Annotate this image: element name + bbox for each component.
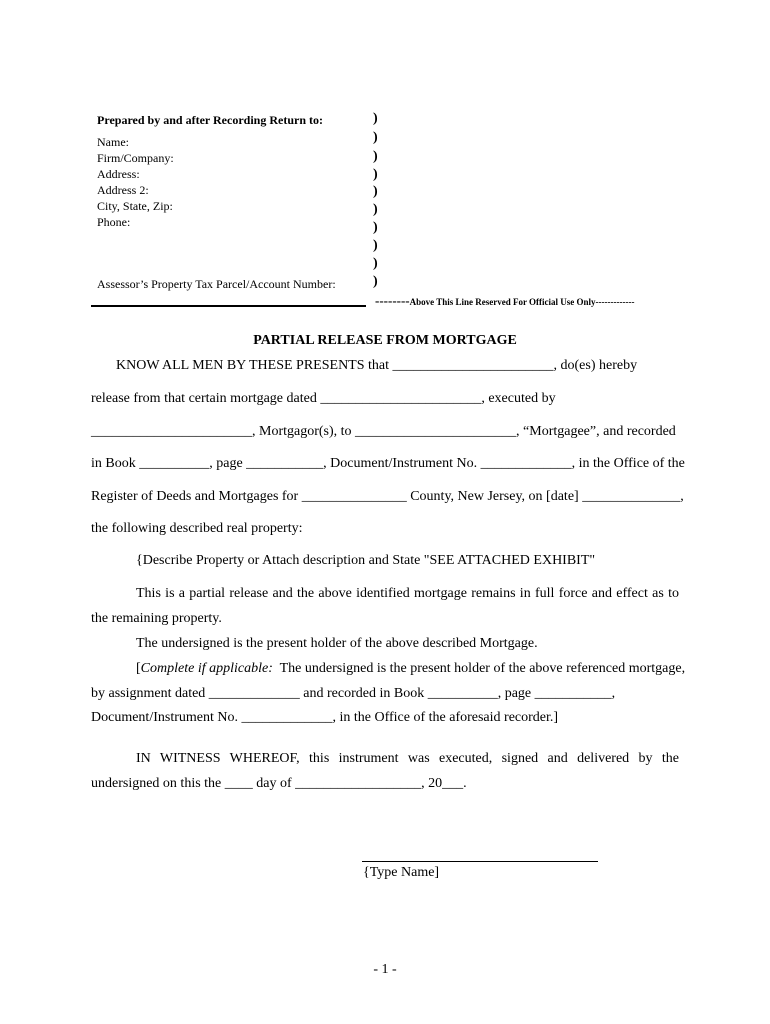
body-line-1: KNOW ALL MEN BY THESE PRESENTS that _______________________, do(es) hereby [116,358,638,373]
complete-if-applicable-line [136,661,685,677]
bracket-paren: ) [373,256,378,271]
official-use-label: Above This Line Reserved For Official Use Only------------- [409,297,635,307]
name-field-label: Name: [97,135,129,149]
body-line-4: in Book __________, page ___________, Document/Instrument No. _____________, in the Office of the [91,456,685,471]
firm-field-label: Firm/Company: [97,151,174,165]
body-line-6: the following described real property: [91,521,303,536]
body-line-5: Register of Deeds and Mortgages for _______________ County, New Jersey, on [date] ______________, [91,489,684,504]
bracket-paren: ) [373,238,378,253]
phone-field-label: Phone: [97,215,131,229]
bracket-paren: ) [373,167,378,182]
complete-if-applicable-text: The undersigned is the present holder of the above referenced mortgage, [272,661,686,676]
bracket-paren: ) [373,149,378,164]
type-name-placeholder: {Type Name] [363,865,440,880]
bracket-paren: ) [373,111,378,126]
bracket-paren: ) [373,202,378,217]
page-number: - 1 - [373,962,397,977]
witness-line-2: undersigned on this the ____ day of __________________, 20___. [91,776,467,791]
header-rule [91,305,366,307]
prepared-by-label: Prepared by and after Recording Return to: [97,113,323,127]
address2-field-label: Address 2: [97,183,149,197]
bracket-paren: ) [373,130,378,145]
address-field-label: Address: [97,167,140,181]
document-number-line: Document/Instrument No. _____________, in the Office of the aforesaid recorder.] [91,710,559,725]
holder-statement: The undersigned is the present holder of the above described Mortgage. [136,636,538,651]
bracket-paren: ) [373,184,378,199]
bracket-paren: ) [373,274,378,289]
document-title: PARTIAL RELEASE FROM MORTGAGE [253,333,517,348]
bracket-paren: ) [373,220,378,235]
signature-line [362,861,598,862]
describe-property-instruction: {Describe Property or Attach description and State "SEE ATTACHED EXHIBIT" [136,553,596,568]
assignment-line: by assignment dated _____________ and recorded in Book __________, page ___________, [91,686,616,701]
assessor-parcel-label: Assessor’s Property Tax Parcel/Account Number: [97,277,336,291]
official-use-dashes: -------- [375,293,410,308]
complete-if-applicable-label: Complete if applicable: [140,661,273,676]
body-line-2: release from that certain mortgage dated _______________________, executed by [91,391,556,406]
partial-release-line-2: the remaining property. [91,611,222,626]
witness-line-1: IN WITNESS WHEREOF, this instrument was executed, signed and delivered by the [136,751,679,766]
city-state-zip-field-label: City, State, Zip: [97,199,173,213]
open-bracket: [ [136,661,141,676]
partial-release-line-1: This is a partial release and the above identified mortgage remains in full force and effect as to [136,586,679,601]
body-line-3: _______________________, Mortgagor(s), to _______________________, “Mortgagee”, and recorded [91,424,676,439]
